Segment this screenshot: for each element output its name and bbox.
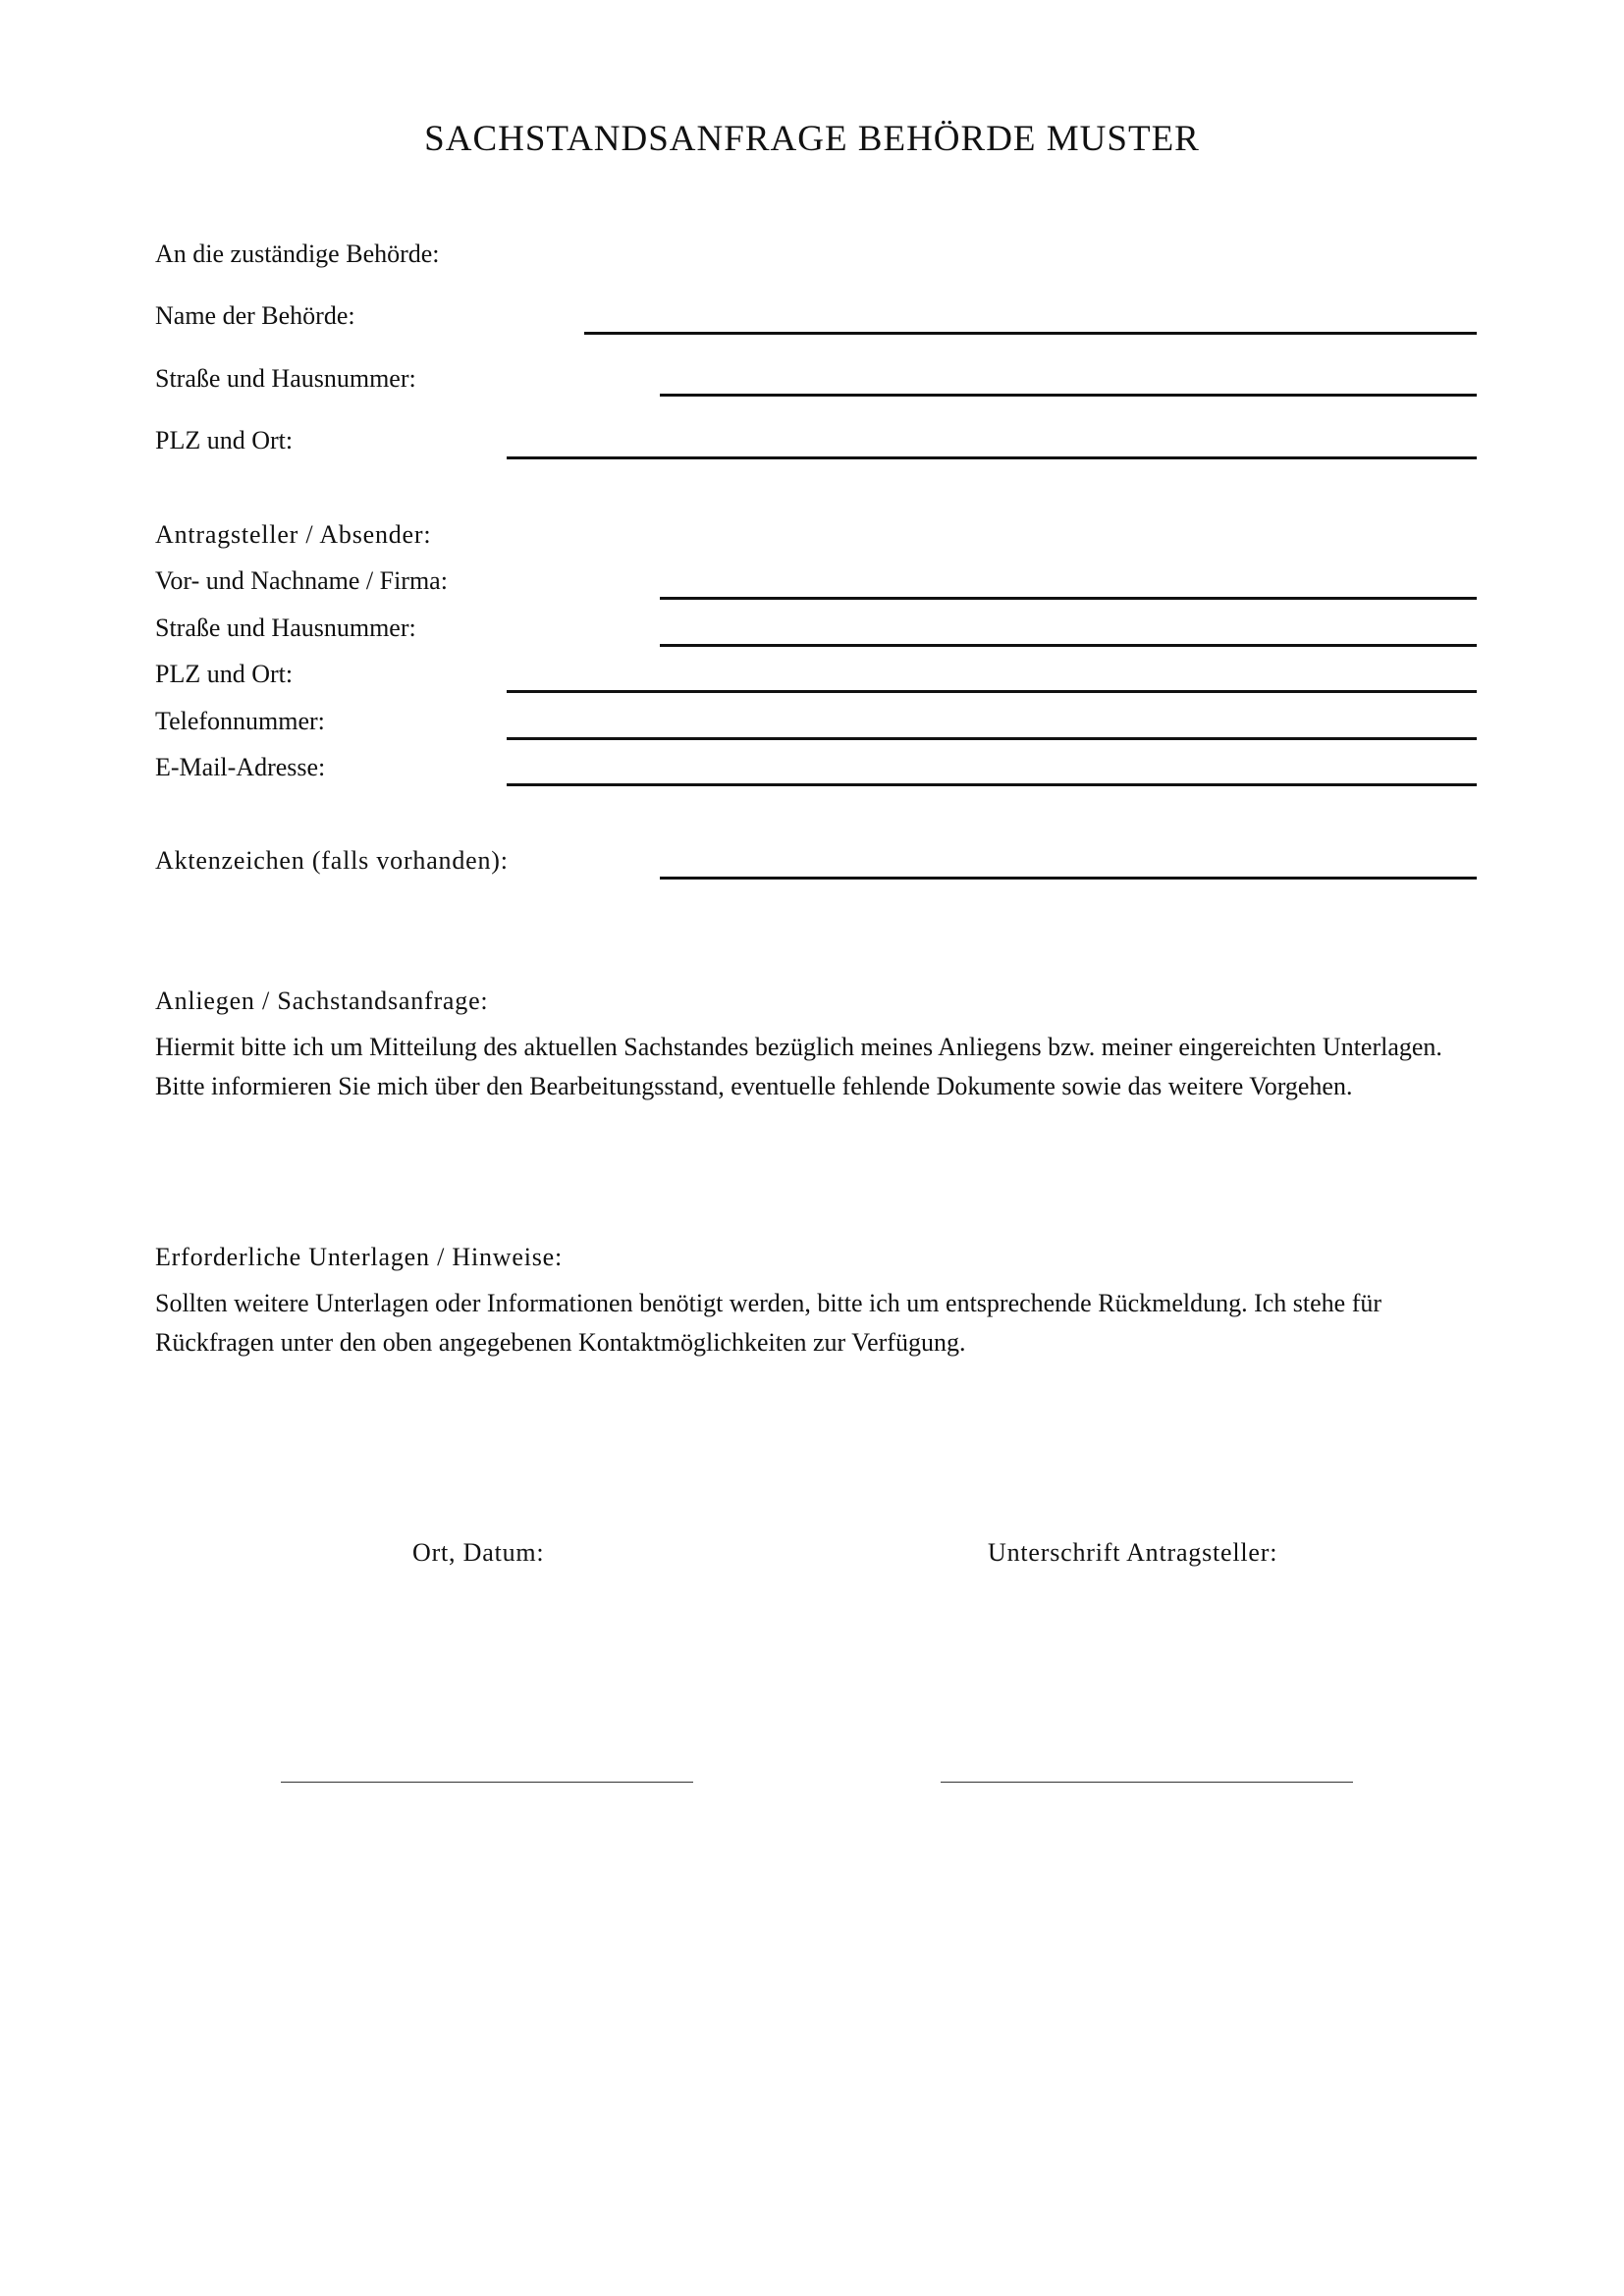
applicant-phone-label: Telefonnummer:: [155, 707, 325, 735]
applicant-street-field[interactable]: [660, 644, 1477, 647]
reference-field[interactable]: [660, 877, 1477, 880]
place-date-label: Ort, Datum:: [412, 1538, 545, 1567]
authority-street-label: Straße und Hausnummer:: [155, 364, 416, 393]
applicant-name-label: Vor- und Nachname / Firma:: [155, 566, 448, 595]
applicant-email-label: E-Mail-Adresse:: [155, 753, 326, 781]
signature-label: Unterschrift Antragsteller:: [988, 1538, 1278, 1567]
applicant-street-label: Straße und Hausnummer:: [155, 614, 416, 642]
request-heading: Anliegen / Sachstandsanfrage:: [155, 987, 489, 1015]
authority-city-label: PLZ und Ort:: [155, 426, 294, 454]
applicant-heading: Antragsteller / Absender:: [155, 520, 432, 549]
documents-heading: Erforderliche Unterlagen / Hinweise:: [155, 1243, 564, 1271]
document-title: SACHSTANDSANFRAGE BEHÖRDE MUSTER: [424, 119, 1200, 159]
signature-field[interactable]: [941, 1782, 1353, 1783]
authority-city-field[interactable]: [507, 456, 1477, 459]
authority-heading: An die zuständige Behörde:: [155, 240, 440, 268]
applicant-phone-field[interactable]: [507, 737, 1477, 740]
place-date-field[interactable]: [281, 1782, 693, 1783]
applicant-city-label: PLZ und Ort:: [155, 660, 294, 688]
authority-street-field[interactable]: [660, 394, 1477, 397]
applicant-email-field[interactable]: [507, 783, 1477, 786]
applicant-city-field[interactable]: [507, 690, 1477, 693]
documents-text: Sollten weitere Unterlagen oder Informationen benötigt werden, bitte ich um entsprechende Rückmeldung. Ich stehe für Rückfragen unter den oben angegebenen Kontaktmöglichkeiten zur Verfügung.: [155, 1289, 1382, 1357]
authority-name-field[interactable]: [584, 332, 1477, 335]
authority-name-label: Name der Behörde:: [155, 301, 355, 330]
reference-label: Aktenzeichen (falls vorhanden):: [155, 846, 509, 875]
request-text: Hiermit bitte ich um Mitteilung des aktuellen Sachstandes bezüglich meines Anliegens bzw. meiner eingereichten Unterlagen. Bitte informieren Sie mich über den Bearbeitungsstand, eventuelle fehlende Dokumente sowie das weitere Vorgehen.: [155, 1033, 1442, 1100]
applicant-name-field[interactable]: [660, 597, 1477, 600]
